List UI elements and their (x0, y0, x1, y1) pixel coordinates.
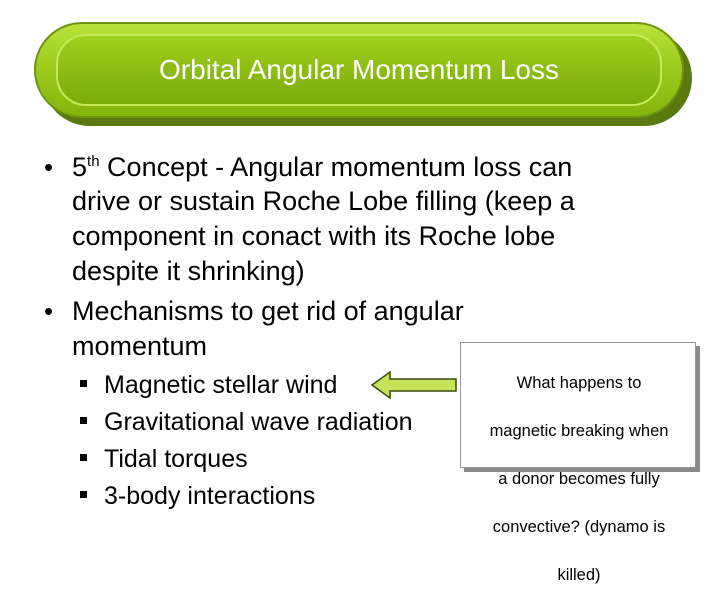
bullet-concept-line2: drive or sustain Roche Lobe filling (keep a (72, 186, 575, 216)
bullet-concept-superscript: th (87, 153, 100, 170)
bullet-concept-number: 5 (72, 152, 88, 182)
bullet-mechanisms-line2: momentum (72, 331, 208, 361)
callout-text (461, 347, 697, 611)
callout-line: killed) (557, 566, 601, 584)
bullet-concept-line1: Concept - Angular momentum loss can (99, 152, 573, 182)
bullet-dot-icon: • (44, 296, 54, 326)
square-bullet-icon (80, 417, 87, 424)
bullet-concept-line4: despite it shrinking) (72, 256, 305, 286)
callout-line: a donor becomes fully (498, 470, 660, 488)
sub-bullet-tidal-torques (104, 445, 248, 473)
sub-bullet-gravitational-wave (104, 408, 413, 436)
square-bullet-icon (80, 380, 87, 387)
callout-line: magnetic breaking when (489, 422, 669, 440)
sub-bullet-label: Magnetic stellar wind (104, 371, 338, 399)
square-bullet-icon (80, 491, 87, 498)
sub-bullet-label: Gravitational wave radiation (104, 408, 413, 436)
square-bullet-icon (80, 454, 87, 461)
sub-bullet-magnetic-wind (104, 371, 337, 399)
bullet-concept (44, 152, 682, 182)
slide-title: Orbital Angular Momentum Loss (159, 54, 559, 85)
callout-box (460, 342, 696, 584)
callout-line: convective? (dynamo is (492, 518, 666, 536)
bullet-mechanisms (44, 296, 682, 326)
sub-bullet-label: Tidal torques (104, 445, 248, 473)
sub-bullet-three-body (104, 482, 315, 510)
left-arrow-icon (370, 370, 460, 400)
bullet-mechanisms-line1: Mechanisms to get rid of angular (72, 296, 464, 326)
sub-bullet-label: 3-body interactions (104, 482, 316, 510)
bullet-dot-icon: • (44, 152, 54, 182)
callout-line: What happens to (516, 374, 642, 392)
bullet-concept-line3: component in conact with its Roche lobe (72, 221, 556, 251)
